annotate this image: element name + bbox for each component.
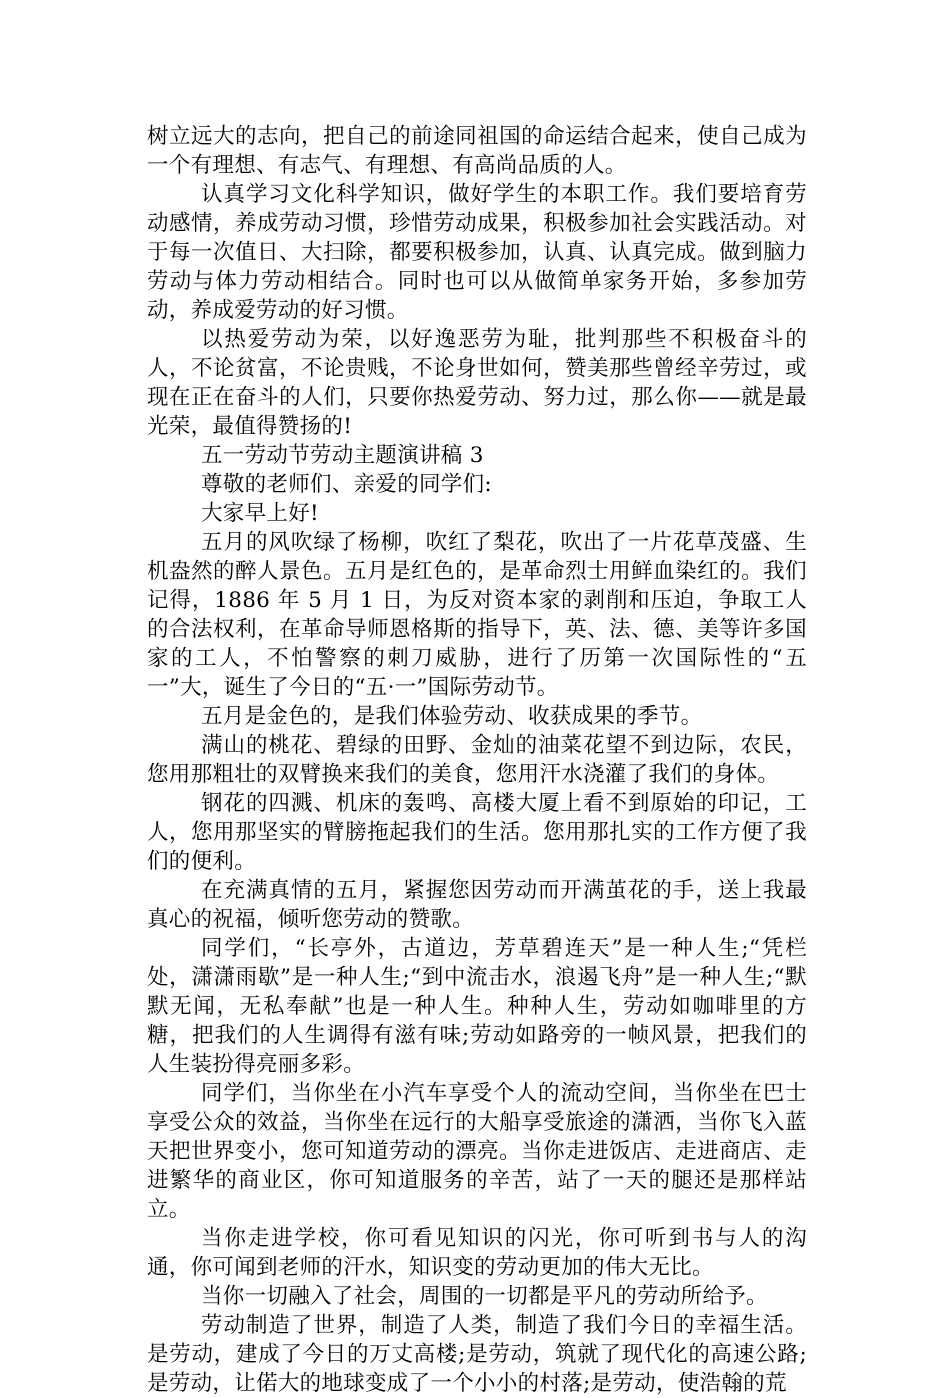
- paragraph-11: 在充满真情的五月，紧握您因劳动而开满茧花的手，送上我最真心的祝福，倾听您劳动的赞歌。: [147, 878, 807, 932]
- paragraph-13: 同学们，当你坐在小汽车享受个人的流动空间，当你坐在巴士享受公众的效益，当你坐在远行的大船享受旅途的潇洒，当你飞入蓝天把世界变小，您可知道劳动的漂亮。当你走进饭店、走进商店、走进繁华的商业区，你可知道服务的辛苦，站了一天的腿还是那样站立。: [147, 1081, 807, 1222]
- paragraph-16: 劳动制造了世界，制造了人类，制造了我们今日的幸福生活。是劳动，建成了今日的万丈高楼;是劳动，筑就了现代化的高速公路;是劳动，让偌大的地球变成了一个小小的村落;是劳动，使浩翰的荒: [147, 1313, 807, 1396]
- document-page: [147, 122, 807, 1398]
- paragraph-10: 钢花的四溅、机床的轰鸣、高楼大厦上看不到原始的印记，工人，您用那坚实的臂膀拖起我们的生活。您用那扎实的工作方便了我们的便利。: [147, 791, 807, 874]
- paragraph-2: 认真学习文化科学知识，做好学生的本职工作。我们要培育劳动感情，养成劳动习惯，珍惜劳动成果，积极参加社会实践活动。对于每一次值日、大扫除，都要积极参加，认真、认真完成。做到脑力劳动与体力劳动相结合。同时也可以从做简单家务开始，多参加劳动，养成爱劳动的好习惯。: [147, 182, 807, 323]
- paragraph-3: 以热爱劳动为荣，以好逸恶劳为耻，批判那些不积极奋斗的人，不论贫富，不论贵贱，不论身世如何，赞美那些曾经辛劳过，或现在正在奋斗的人们，只要你热爱劳动、努力过，那么你——就是最光荣，最值得赞扬的!: [147, 327, 807, 439]
- greeting: 大家早上好!: [201, 501, 319, 526]
- paragraph-8: 五月是金色的，是我们体验劳动、收获成果的季节。: [201, 704, 703, 729]
- paragraph-12: 同学们，“长亭外，古道边，芳草碧连天”是一种人生;“凭栏处，潇潇雨歇”是一种人生;“到中流击水，浪遏飞舟”是一种人生;“默默无闻，无私奉献”也是一种人生。种种人生，劳动如咖啡里的方糖，把我们的人生调得有滋有味;劳动如路旁的一帧风景，把我们的人生装扮得亮丽多彩。: [147, 936, 807, 1077]
- salutation: 尊敬的老师们、亲爱的同学们:: [201, 472, 492, 497]
- paragraph-1: 树立远大的志向，把自己的前途同祖国的命运结合起来，使自己成为一个有理想、有志气、有理想、有高尚品质的人。: [147, 124, 807, 178]
- paragraph-15: 当你一切融入了社会，周围的一切都是平凡的劳动所给予。: [201, 1284, 768, 1309]
- paragraph-7: 五月的风吹绿了杨柳，吹红了梨花，吹出了一片花草茂盛、生机盎然的醉人景色。五月是红色的，是革命烈士用鲜血染红的。我们记得，1886 年 5 月 1 日，为反对资本家的剥削和压迫，争取工人的合法权利，在革命导师恩格斯的指导下，英、法、德、美等许多国家的工人，不怕警察的刺刀威胁，进行了历第一次国际性的“五一”大，诞生了今日的“五·一”国际劳动节。: [147, 530, 807, 700]
- paragraph-9: 满山的桃花、碧绿的田野、金灿的油菜花望不到边际，农民，您用那粗壮的双臂换来我们的美食，您用汗水浇灌了我们的身体。: [147, 733, 807, 787]
- section-heading: 五一劳动节劳动主题演讲稿 3: [201, 443, 484, 468]
- paragraph-14: 当你走进学校，你可看见知识的闪光，你可听到书与人的沟通，你可闻到老师的汗水，知识变的劳动更加的伟大无比。: [147, 1226, 807, 1280]
